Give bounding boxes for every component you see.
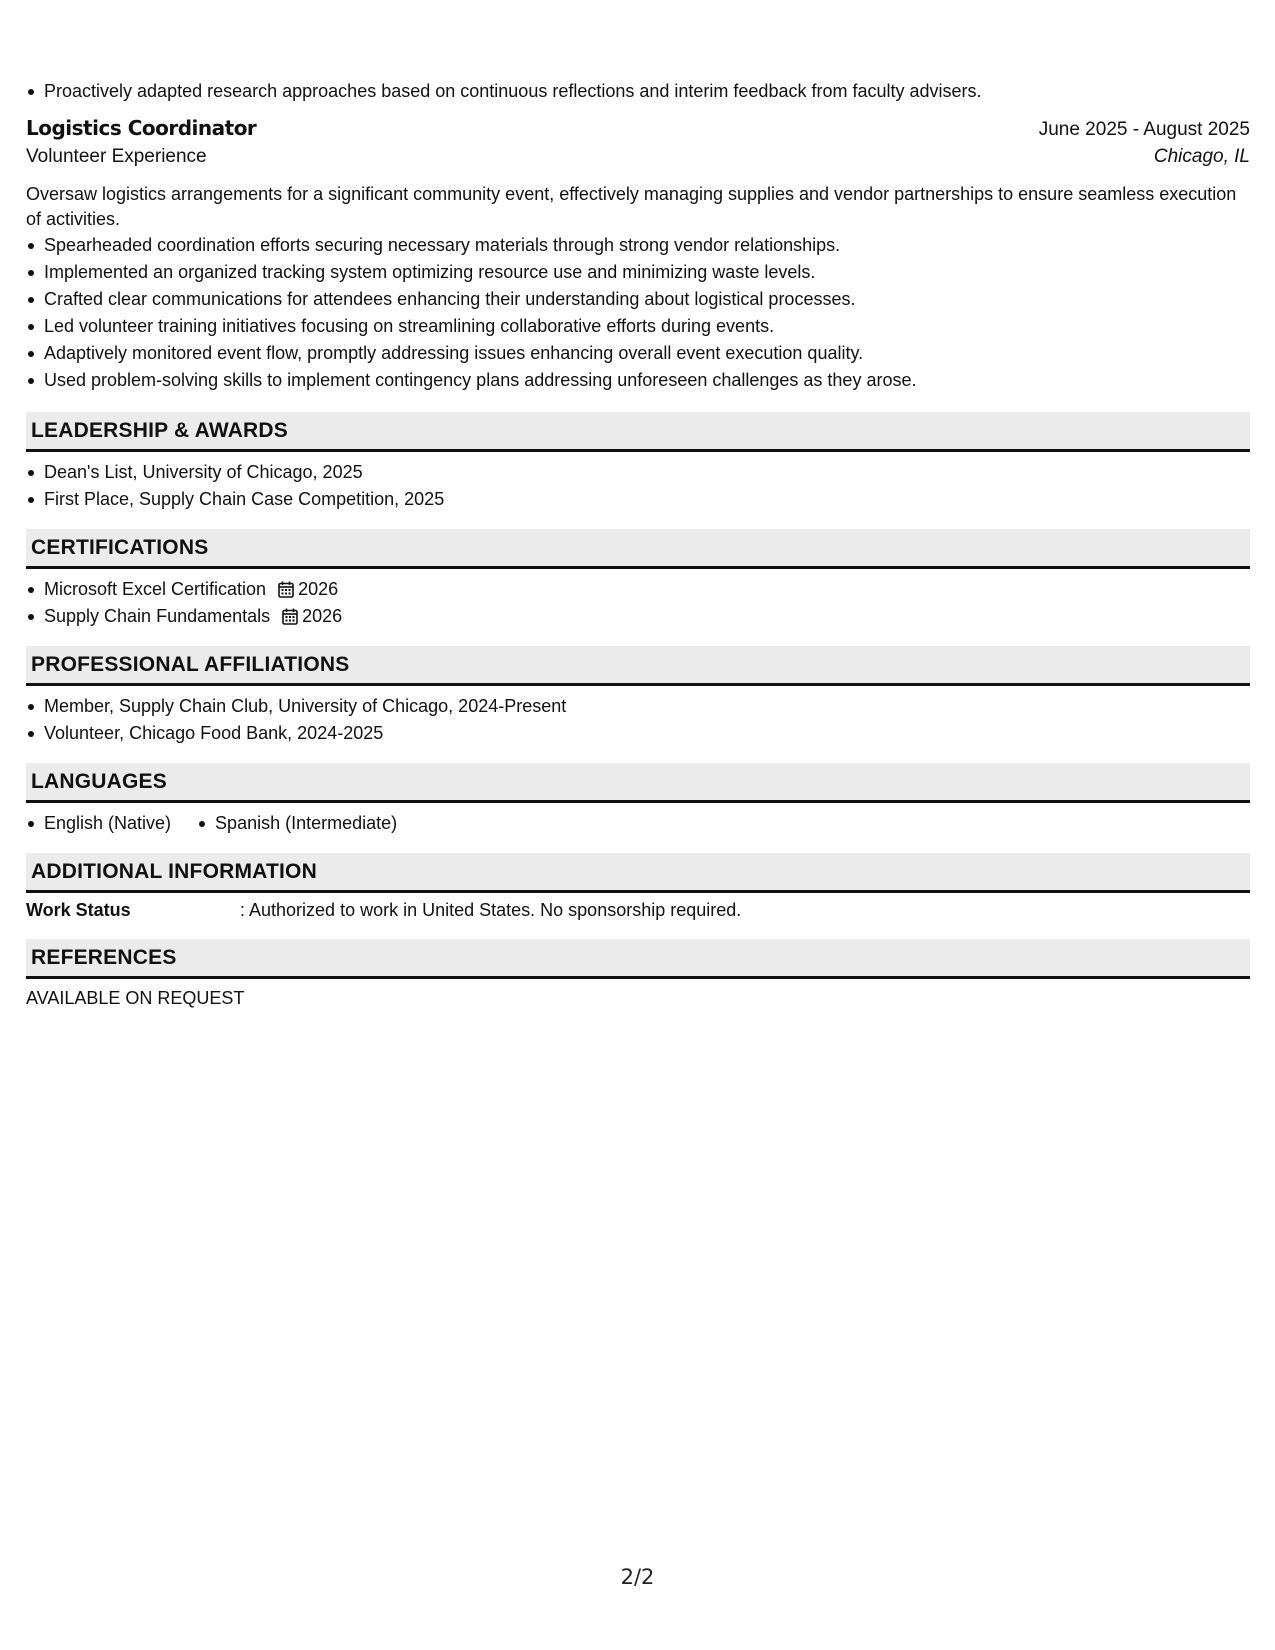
work-status-row xyxy=(26,897,1250,923)
job-bullets xyxy=(26,232,1250,394)
job-location: Chicago, IL xyxy=(1153,146,1250,167)
list-item: Spanish (Intermediate) xyxy=(197,810,397,837)
list-item: Implemented an organized tracking system optimizing resource use and minimizing waste levels. xyxy=(26,259,1250,286)
list-item: Dean's List, University of Chicago, 2025 xyxy=(26,459,1250,486)
certification-year: 2026 xyxy=(298,579,339,599)
section-heading-certifications: CERTIFICATIONS xyxy=(26,529,1250,569)
job-dates: June 2025 - August 2025 xyxy=(1038,119,1250,140)
list-item: English (Native) xyxy=(26,810,171,837)
resume-page xyxy=(26,78,1250,1011)
references-text: AVAILABLE ON REQUEST xyxy=(26,988,245,1008)
affiliations-list xyxy=(26,693,1250,747)
page-number: 2/2 xyxy=(620,1565,655,1589)
previous-job-bullets xyxy=(26,78,1250,105)
list-item: Member, Supply Chain Club, University of Chicago, 2024-Present xyxy=(26,693,1250,720)
list-item xyxy=(26,603,1250,630)
list-item: Led volunteer training initiatives focusing on streamlining collaborative efforts during events. xyxy=(26,313,1250,340)
work-status-value: : Authorized to work in United States. No sponsorship required. xyxy=(240,900,742,920)
certification-name: Supply Chain Fundamentals xyxy=(44,606,271,626)
job-organization: Volunteer Experience xyxy=(26,146,207,167)
job-subheader xyxy=(26,146,1250,179)
certification-name: Microsoft Excel Certification xyxy=(44,579,267,599)
job-summary: Oversaw logistics arrangements for a significant community event, effectively managing supplies and vendor partnerships to ensure seamless execution of activities. xyxy=(26,184,1237,229)
section-heading-references: REFERENCES xyxy=(26,939,1250,979)
list-item: Volunteer, Chicago Food Bank, 2024-2025 xyxy=(26,720,1250,747)
section-heading-additional-info: ADDITIONAL INFORMATION xyxy=(26,853,1250,893)
list-item: Crafted clear communications for attendees enhancing their understanding about logistical processes. xyxy=(26,286,1250,313)
list-item: Used problem-solving skills to implement contingency plans addressing unforeseen challenges as they arose. xyxy=(26,367,1250,394)
job-header xyxy=(26,116,1250,146)
list-item xyxy=(26,576,1250,603)
job-title: Logistics Coordinator xyxy=(26,116,257,140)
list-item: Proactively adapted research approaches based on continuous reflections and interim feedback from faculty advisers. xyxy=(26,78,1250,105)
list-item: First Place, Supply Chain Case Competition, 2025 xyxy=(26,486,1250,513)
section-heading-languages: LANGUAGES xyxy=(26,763,1250,803)
languages-list xyxy=(26,810,1250,837)
section-heading-affiliations: PROFESSIONAL AFFILIATIONS xyxy=(26,646,1250,686)
list-item: Spearheaded coordination efforts securing necessary materials through strong vendor relationships. xyxy=(26,232,1250,259)
certifications-list xyxy=(26,576,1250,630)
section-heading-leadership: LEADERSHIP & AWARDS xyxy=(26,412,1250,452)
work-status-label: Work Status xyxy=(26,900,131,920)
certification-year: 2026 xyxy=(302,606,343,626)
calendar-icon xyxy=(278,581,294,598)
calendar-icon xyxy=(282,608,298,625)
list-item: Adaptively monitored event flow, promptly addressing issues enhancing overall event execution quality. xyxy=(26,340,1250,367)
leadership-list xyxy=(26,459,1250,513)
